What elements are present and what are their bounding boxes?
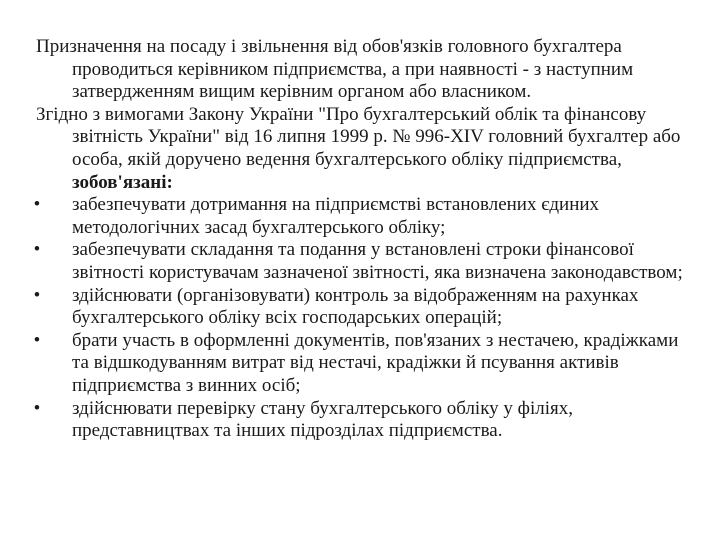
duties-list: [33, 194, 686, 443]
list-item: [33, 194, 686, 239]
law-requirements-paragraph: [36, 104, 686, 194]
bullet-icon: •: [33, 239, 41, 261]
list-item: [33, 239, 686, 284]
list-item-text: брати участь в оформленні документів, пов'язаних з нестачею, крадіжками та відшкодуванням витрат від нестачі, крадіжки й псування активів підприємства з винних осіб;: [72, 329, 679, 396]
list-item-text: забезпечувати дотримання на підприємстві встановлених єдиних методологічних засад бухгалтерського обліку;: [72, 194, 600, 238]
bullet-icon: •: [33, 284, 41, 306]
slide-content: [33, 36, 686, 443]
appointment-paragraph: Призначення на посаду і звільнення від обов'язків головного бухгалтера проводиться керівником підприємства, а при наявності - з наступним затвердженням вищим керівним органом або власником.: [36, 36, 634, 103]
list-item-text: забезпечувати складання та подання у встановлені строки фінансової звітності користувачам зазначеної звітності, яка визначена законодавством;: [72, 239, 683, 283]
bullet-icon: •: [33, 397, 41, 419]
law-requirements-text: Згідно з вимогами Закону України "Про бухгалтерський облік та фінансову звітність України" від 16 липня 1999 р. № 996-XIV головний бухгалтер або особа, якій доручено ведення бухгалтерського обліку підприємства,: [36, 103, 681, 170]
list-item: [33, 284, 686, 330]
list-item-text: здійснювати перевірку стану бухгалтерського обліку у філіях, представництвах та інших підрозділах підприємства.: [72, 397, 574, 442]
bullet-icon: •: [33, 329, 41, 351]
list-item: [33, 329, 686, 398]
bullet-icon: •: [33, 194, 41, 216]
list-item: [33, 397, 686, 443]
obligated-label: зобов'язані:: [72, 171, 173, 193]
list-item-text: здійснювати (організовувати) контроль за відображенням на рахунках бухгалтерського обліку всіх господарських операцій;: [72, 284, 639, 329]
